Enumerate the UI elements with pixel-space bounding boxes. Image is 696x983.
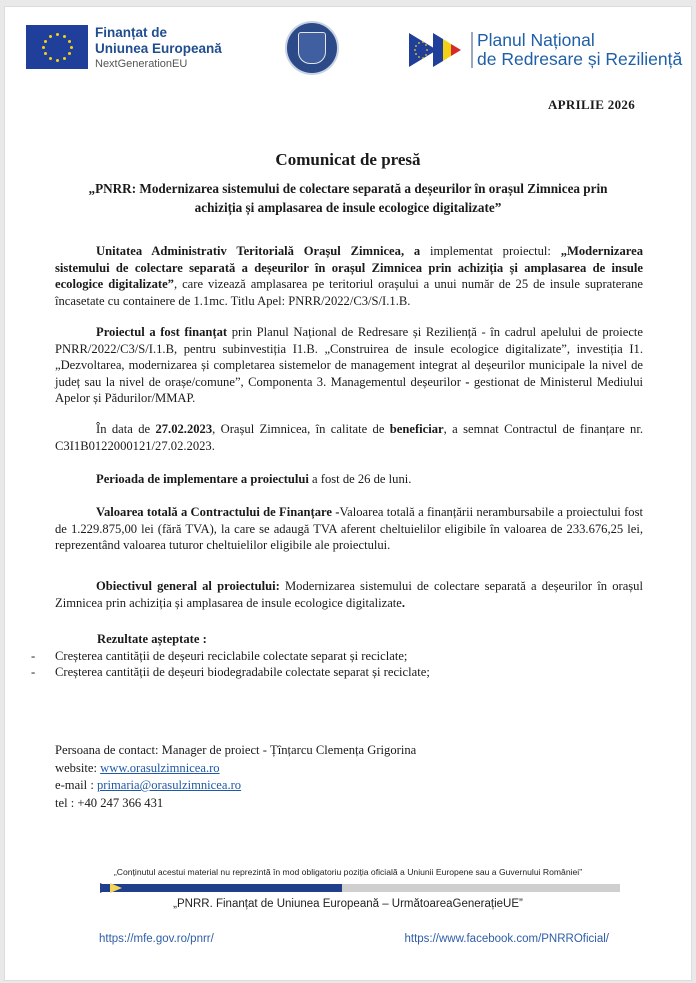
p5-bold-1: Valoarea totală a Contractului de Finanțare - <box>96 505 340 519</box>
p2-bold-2: - <box>465 374 470 389</box>
bullet-dash: - <box>31 648 36 663</box>
document-date: APRILIE 2026 <box>547 97 635 112</box>
p3-text-2: , Orașul Zimnicea, în calitate de <box>212 422 390 436</box>
paragraph-total-value <box>55 504 643 554</box>
subtitle-line2: achiziția și amplasarea de insule ecologice digitalizate” <box>194 200 502 215</box>
list-item <box>31 648 643 665</box>
paragraph-financing <box>55 324 643 407</box>
result-text: Creșterea cantității de deșeuri biodegradabile colectate separat și reciclate; <box>55 665 430 679</box>
p6-bold-1: Obiectivul general al proiectului: <box>96 579 280 593</box>
p3-text-3: , a semnat Contractul de finanțare nr. C3I1B0122000121/27.02.2023. <box>55 422 643 453</box>
coat-of-arms-icon <box>298 32 326 64</box>
email-link[interactable]: primaria@orasulzimnicea.ro <box>96 778 242 792</box>
subtitle-line1: „PNRR: Modernizarea sistemului de colectare separată a deșeurilor în orașul Zimnicea prin <box>88 181 608 196</box>
eu-logo-line2: Uniunea Europeană <box>95 41 222 56</box>
expected-results <box>31 631 643 681</box>
pnrr-logo-line1: Planul Național <box>477 30 595 50</box>
guvernul-romaniei-seal-icon <box>285 21 339 75</box>
website-label: website: <box>55 760 101 775</box>
facebook-pnrr-link[interactable]: https://www.facebook.com/PNRROficial/ <box>404 933 609 945</box>
paragraph-project-implementation <box>55 243 643 309</box>
pnrr-logo <box>409 31 682 69</box>
document-subtitle <box>45 179 651 217</box>
p3-text-1: În data de <box>96 422 156 436</box>
p4-text-1: a fost de 26 de luni. <box>308 472 412 486</box>
contact-phone: tel : +40 247 366 431 <box>55 795 164 810</box>
contact-person: Persoana de contact: Manager de proiect - Țînțarcu Clemența Grigorina <box>55 743 417 757</box>
document-page <box>4 6 692 981</box>
eu-funding-logo <box>26 25 222 72</box>
p2-text-2: gestionat de Ministerul Mediului Apelor și Pădurilor/MMAP. <box>55 374 643 405</box>
pnrr-arrows-icon <box>409 33 469 67</box>
eu-logo-line1: Finanțat de <box>95 25 168 40</box>
document-title: Comunicat de presă <box>275 150 421 169</box>
bullet-dash: - <box>31 665 36 679</box>
p3-bold-beneficiar: beneficiar <box>389 422 444 436</box>
paragraph-implementation-period <box>55 471 643 488</box>
result-text: Creșterea cantității de deșeuri reciclabile colectate separat și reciclate; <box>55 648 408 663</box>
footer-bar-blue-segment <box>100 884 342 892</box>
pnrr-logo-line2: de Redresare și Reziliență <box>477 49 683 69</box>
contact-block <box>55 742 416 812</box>
arrow-icon <box>110 883 122 893</box>
eu-flag-icon <box>26 25 88 69</box>
paragraph-general-objective <box>55 578 643 611</box>
p4-bold-1: Perioada de implementare a proiectului <box>96 472 309 486</box>
p3-bold-date: 27.02.2023 <box>155 422 213 436</box>
p6-bold-2: . <box>401 595 406 610</box>
footer-disclaimer: „Conținutul acestui material nu reprezintă în mod obligatoriu poziția oficială a Uniunii Europene sau a Guvernului României” <box>113 867 583 877</box>
p5-text-1: Valoarea totală a finanțării nerambursabile a proiectului fost de 1.229.875,00 lei (fără TVA), la care se adaugă TVA aferent cheltuielilor eligibile în valoarea de 233.676,25 lei, reprezentând valoarea tuturor cheltuielilor eligibile ale proiectului. <box>55 505 643 552</box>
p1-bold-2: „Modernizarea sistemului de colectare separată a deșeurilor în orașul Zimnicea prin achiziția și amplasarea de insule ecologice digitalizate” <box>55 244 644 291</box>
p2-text-1: prin Planul Național de Redresare și Reziliență - în cadrul apelului de proiecte PNRR/2022/C3/S/I.1.B, pentru subinvestiția I1.B. „Construirea de insule ecologice digitalizate”, investiția I1. „Dezvoltarea, modernizarea și completarea sistemelor de management integrat al deșeurilor municipale la nivel de județ sau la nivel de orașe/comune”, Componenta 3. Managementul deșeurilor <box>55 325 643 389</box>
p1-text-1: implementat proiectul: <box>420 244 561 258</box>
footer-links <box>99 933 609 945</box>
p1-bold-1: Unitatea Administrativ Teritorială Orașul Zimnicea, a <box>96 244 421 258</box>
email-label: e-mail : <box>55 778 97 792</box>
list-item <box>31 664 643 681</box>
footer-bar <box>100 884 620 892</box>
paragraph-contract-signing <box>55 421 643 454</box>
p6-text-1: Modernizarea sistemului de colectare separată a deșeurilor în orașul Zimnicea prin achiziția și amplasarea de insule ecologice digitalizate <box>55 579 643 610</box>
mfe-pnrr-link[interactable]: https://mfe.gov.ro/pnrr/ <box>99 933 214 945</box>
p1-text-2: , care vizează amplasarea pe teritoriul orașului a unui număr de 25 de insule supraterane încasetate cu containere de 1.1mc. Titlu Apel: PNRR/2022/C3/S/I.1.B. <box>55 277 644 308</box>
results-heading: Rezultate așteptate : <box>97 632 207 646</box>
footer-tagline: „PNRR. Finanțat de Uniunea Europeană – UrmătoareaGenerațieUE” <box>173 898 523 910</box>
website-link[interactable]: www.orasulzimnicea.ro <box>100 760 220 775</box>
logo-separator <box>471 32 473 68</box>
eu-logo-line3: NextGenerationEU <box>95 58 188 70</box>
p2-bold-1: Proiectul a fost finanțat <box>96 325 228 339</box>
